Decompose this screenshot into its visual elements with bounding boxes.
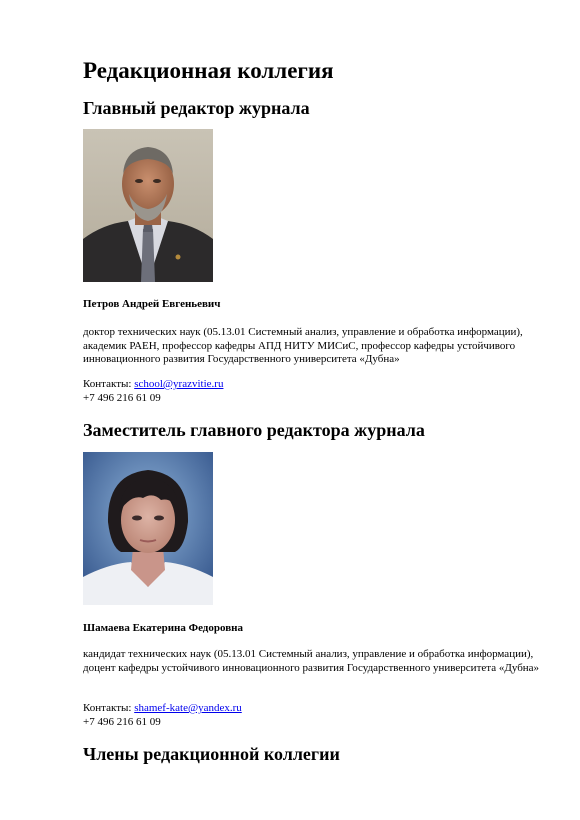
chief-editor-phone: +7 496 216 61 09 [83, 391, 161, 404]
deputy-editor-email-link[interactable]: shamef-kate@yandex.ru [134, 702, 242, 714]
chief-editor-bio: доктор технических наук (05.13.01 Системный анализ, управление и обработка информации), академик РАЕН, профессор кафедры АПД НИТУ МИСиС, профессор кафедры устойчивого инновационного развития Государственного университета «Дубна» [83, 326, 523, 365]
contacts-label: Контакты: [83, 702, 135, 714]
chief-editor-email-link[interactable]: school@yrazvitie.ru [134, 378, 224, 390]
chief-editor-contacts [83, 378, 223, 405]
deputy-editor-heading: Заместитель главного редактора журнала [83, 420, 425, 440]
chief-editor-heading: Главный редактор журнала [83, 98, 310, 118]
chief-editor-name: Петров Андрей Евгеньевич [83, 298, 221, 310]
deputy-editor-name: Шамаева Екатерина Федоровна [83, 622, 243, 634]
deputy-editor-phone: +7 496 216 61 09 [83, 715, 161, 728]
page-title: Редакционная коллегия [83, 58, 334, 83]
members-heading: Члены редакционной коллегии [83, 744, 340, 764]
deputy-editor-contacts-line [83, 702, 242, 716]
deputy-editor-bio: кандидат технических наук (05.13.01 Системный анализ, управление и обработка информации), доцент кафедры устойчивого инновационного развития Государственного университета «Дубна» [83, 648, 540, 674]
deputy-editor-photo [83, 452, 213, 605]
contacts-label: Контакты: [83, 378, 135, 390]
chief-editor-photo [83, 129, 213, 282]
deputy-editor-contacts [83, 702, 242, 729]
chief-editor-contacts-line [83, 378, 223, 392]
